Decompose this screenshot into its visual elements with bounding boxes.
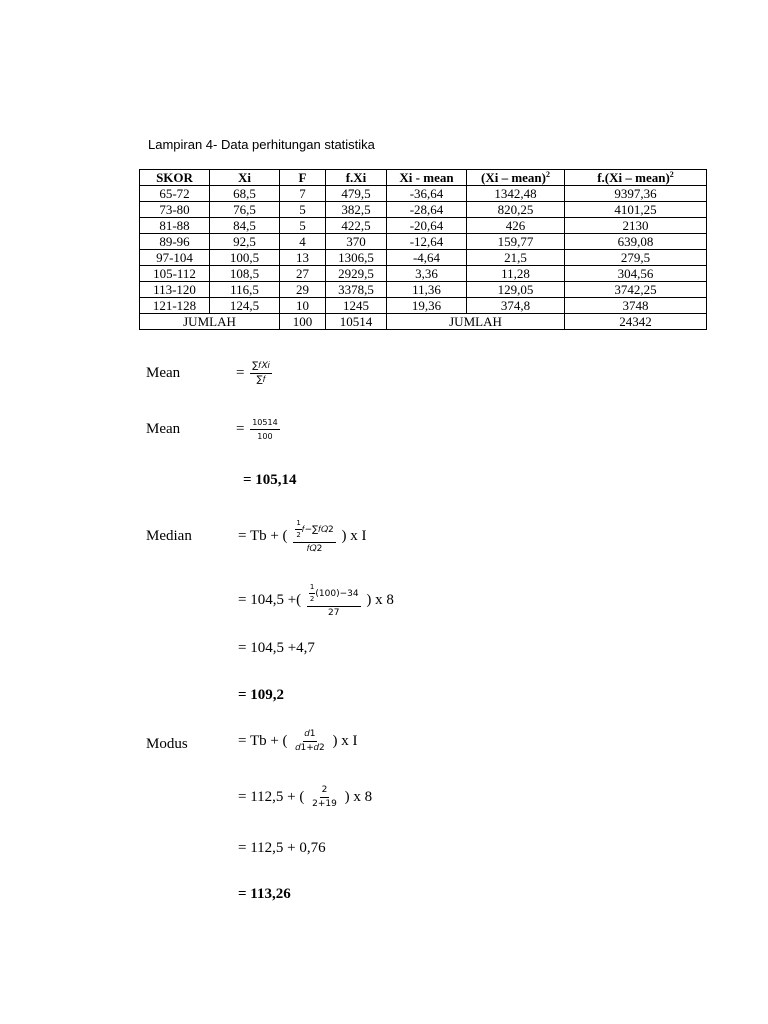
table-cell: 116,5 — [210, 282, 280, 298]
formula-prefix: = Tb + ( — [238, 527, 288, 544]
median-formula — [238, 518, 367, 555]
table-cell: 3742,25 — [565, 282, 707, 298]
total-f: 100 — [280, 314, 326, 330]
table-cell: 92,5 — [210, 234, 280, 250]
table-cell: -4,64 — [387, 250, 467, 266]
modus-step: = 112,5 + 0,76 — [238, 840, 326, 856]
table-cell: 121-128 — [140, 298, 210, 314]
table-cell: 426 — [467, 218, 565, 234]
fraction-denominator: 27 — [328, 608, 340, 618]
half-denominator: 2 — [309, 595, 315, 603]
header-xi: Xi — [210, 170, 280, 186]
table-row — [140, 250, 707, 266]
table-cell: 159,77 — [467, 234, 565, 250]
numerator-rest: 𝑓−∑𝑓𝑄2 — [301, 525, 334, 535]
half-denominator: 2 — [296, 531, 301, 539]
table-row — [140, 186, 707, 202]
modus-result: = 113,26 — [238, 886, 291, 902]
table-total-row — [140, 314, 707, 330]
table-row — [140, 234, 707, 250]
table-cell: 374,8 — [467, 298, 565, 314]
superscript: 2 — [546, 170, 550, 179]
table-cell: 279,5 — [565, 250, 707, 266]
table-cell: 1342,48 — [467, 186, 565, 202]
header-xi-mean: Xi - mean — [387, 170, 467, 186]
modus-sub-fraction — [310, 785, 339, 810]
table-cell: 4 — [280, 234, 326, 250]
mean-substitution — [236, 417, 282, 442]
table-row — [140, 266, 707, 282]
fraction-denominator: 𝑓𝑄2 — [306, 544, 323, 554]
table-cell: 479,5 — [326, 186, 387, 202]
table-cell: 3748 — [565, 298, 707, 314]
table-cell: 382,5 — [326, 202, 387, 218]
modus-formula — [238, 729, 357, 754]
half-numerator: 1 — [295, 518, 301, 530]
modus-label: Modus — [146, 736, 188, 752]
formula-prefix: = 112,5 + ( — [238, 788, 305, 805]
table-cell: 108,5 — [210, 266, 280, 282]
table-cell: 11,28 — [467, 266, 565, 282]
table-cell: 84,5 — [210, 218, 280, 234]
table-cell: 97-104 — [140, 250, 210, 266]
formula-suffix: ) x 8 — [344, 788, 373, 805]
header-xi-mean-squared — [467, 170, 565, 186]
table-cell: 29 — [280, 282, 326, 298]
fraction-numerator — [293, 518, 335, 543]
modus-substitution — [238, 785, 372, 810]
header-skor: SKOR — [140, 170, 210, 186]
table-cell: 73-80 — [140, 202, 210, 218]
table-cell: 2929,5 — [326, 266, 387, 282]
table-cell: 639,08 — [565, 234, 707, 250]
table-cell: 68,5 — [210, 186, 280, 202]
table-cell: -20,64 — [387, 218, 467, 234]
page-heading: Lampiran 4- Data perhitungan statistika — [148, 137, 375, 152]
table-cell: 9397,36 — [565, 186, 707, 202]
table-cell: 27 — [280, 266, 326, 282]
header-label: f.(Xi – mean) — [597, 170, 670, 185]
header-f: F — [280, 170, 326, 186]
header-fxi: f.Xi — [326, 170, 387, 186]
table-cell: -12,64 — [387, 234, 467, 250]
table-cell: 820,25 — [467, 202, 565, 218]
total-sum: 24342 — [565, 314, 707, 330]
superscript: 2 — [669, 170, 674, 179]
table-cell: 7 — [280, 186, 326, 202]
table-cell: 100,5 — [210, 250, 280, 266]
fraction-numerator: 𝑑1 — [303, 729, 318, 742]
table-cell: 81-88 — [140, 218, 210, 234]
statistics-table — [139, 169, 707, 330]
fraction-denominator: 𝑑1+𝑑2 — [295, 743, 325, 753]
table-cell: 89-96 — [140, 234, 210, 250]
table-row — [140, 282, 707, 298]
table-cell: 3,36 — [387, 266, 467, 282]
table-header-row — [140, 170, 707, 186]
table-cell: 5 — [280, 202, 326, 218]
mean-label: Mean — [146, 365, 181, 381]
median-sub-fraction — [307, 582, 361, 619]
mean-fraction — [250, 361, 272, 386]
formula-prefix: = 104,5 +( — [238, 591, 302, 608]
formula-suffix: ) x I — [332, 732, 358, 749]
fraction-numerator — [307, 582, 361, 607]
table-cell: 76,5 — [210, 202, 280, 218]
formula-suffix: ) x 8 — [366, 591, 394, 608]
total-label-right: JUMLAH — [387, 314, 565, 330]
fraction-numerator: 2 — [320, 785, 330, 798]
table-cell: 2130 — [565, 218, 707, 234]
table-cell: 422,5 — [326, 218, 387, 234]
equals-sign: = — [236, 364, 245, 381]
modus-fraction — [293, 729, 326, 754]
table-cell: 65-72 — [140, 186, 210, 202]
mean-sub-fraction — [250, 417, 279, 442]
table-cell: 1245 — [326, 298, 387, 314]
table-cell: 10 — [280, 298, 326, 314]
median-label: Median — [146, 528, 192, 544]
table-cell: 19,36 — [387, 298, 467, 314]
fraction-numerator: ∑𝑓𝑋𝑖 — [250, 361, 272, 374]
fraction-denominator: ∑𝑓 — [256, 375, 266, 385]
header-label: (Xi – mean) — [481, 170, 546, 185]
total-fxi: 10514 — [326, 314, 387, 330]
table-cell: 304,56 — [565, 266, 707, 282]
fraction-denominator: 2+19 — [312, 799, 337, 809]
table-cell: 105-112 — [140, 266, 210, 282]
fraction-numerator: 10514 — [250, 417, 279, 430]
mean-label-2: Mean — [146, 421, 181, 437]
formula-prefix: = Tb + ( — [238, 732, 288, 749]
median-substitution — [238, 582, 394, 619]
table-cell: 113-120 — [140, 282, 210, 298]
table-cell: 124,5 — [210, 298, 280, 314]
table-row — [140, 298, 707, 314]
table-cell: 11,36 — [387, 282, 467, 298]
formula-suffix: ) x I — [341, 527, 367, 544]
table-cell: 129,05 — [467, 282, 565, 298]
mean-result: = 105,14 — [243, 472, 297, 488]
median-step: = 104,5 +4,7 — [238, 640, 315, 656]
table-cell: -36,64 — [387, 186, 467, 202]
table-row — [140, 202, 707, 218]
table-cell: 370 — [326, 234, 387, 250]
table-cell: -28,64 — [387, 202, 467, 218]
median-fraction — [293, 518, 335, 555]
header-f-xi-mean-squared — [565, 170, 707, 186]
table-cell: 5 — [280, 218, 326, 234]
table-cell: 3378,5 — [326, 282, 387, 298]
fraction-denominator: 100 — [257, 432, 273, 441]
median-result: = 109,2 — [238, 687, 285, 703]
mean-formula — [236, 361, 274, 386]
total-label-left: JUMLAH — [140, 314, 280, 330]
table-cell: 21,5 — [467, 250, 565, 266]
equals-sign: = — [236, 420, 245, 437]
table-row — [140, 218, 707, 234]
table-cell: 1306,5 — [326, 250, 387, 266]
table-cell: 13 — [280, 250, 326, 266]
half-numerator: 1 — [309, 582, 315, 594]
numerator-rest: (100)−34 — [315, 589, 359, 599]
table-cell: 4101,25 — [565, 202, 707, 218]
